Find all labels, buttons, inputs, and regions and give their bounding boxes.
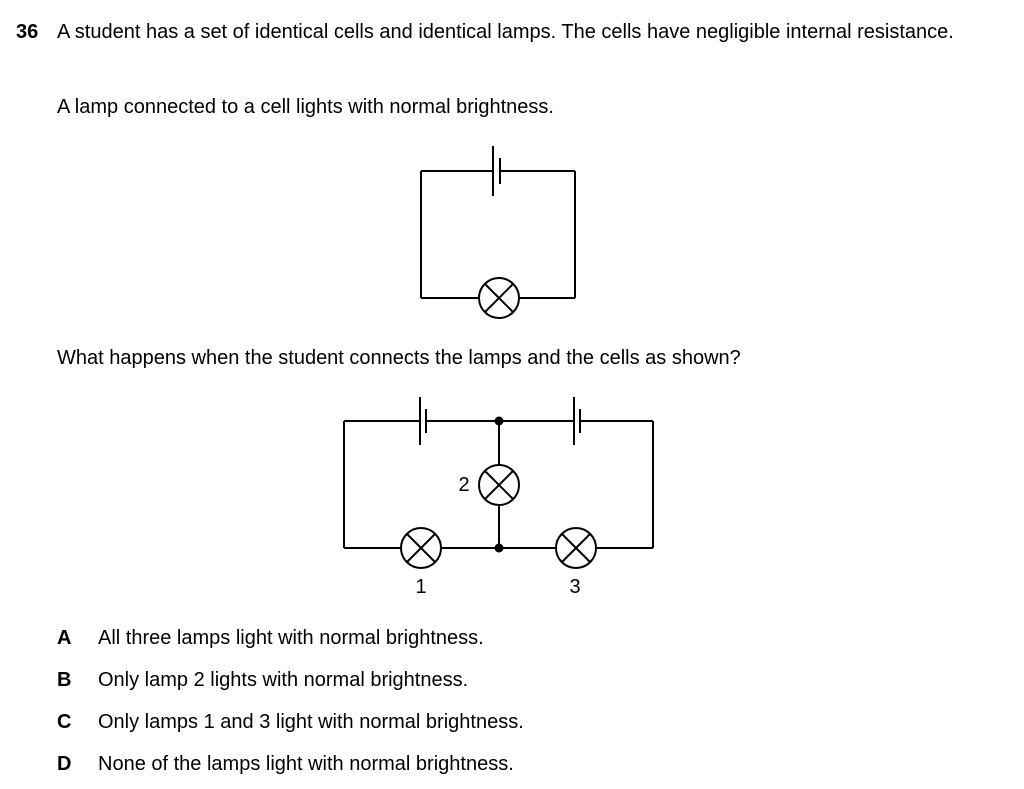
option-d-letter: D bbox=[57, 753, 72, 775]
question-number: 36 bbox=[16, 21, 39, 43]
option-c-letter: C bbox=[57, 711, 72, 733]
cell-right bbox=[574, 397, 580, 445]
lamp-label-1: 1 bbox=[415, 576, 427, 598]
option-a-text[interactable]: All three lamps light with normal brightness. bbox=[98, 627, 484, 649]
option-d-text[interactable]: None of the lamps light with normal brightness. bbox=[98, 753, 514, 775]
complex-circuit bbox=[344, 397, 653, 598]
cell-left bbox=[420, 397, 426, 445]
question-prompt: What happens when the student connects the lamps and the cells as shown? bbox=[57, 347, 741, 369]
option-a-letter: A bbox=[57, 627, 72, 649]
lamp-2-symbol bbox=[479, 465, 519, 505]
question-statement: A lamp connected to a cell lights with normal brightness. bbox=[57, 96, 554, 118]
question-stem: A student has a set of identical cells and identical lamps. The cells have negligible internal resistance. bbox=[57, 21, 954, 43]
junction-dot bbox=[495, 544, 504, 553]
option-b-letter: B bbox=[57, 669, 72, 691]
lamp-1-symbol bbox=[401, 528, 441, 568]
lamp-label-2: 2 bbox=[458, 474, 470, 496]
option-c-text[interactable]: Only lamps 1 and 3 light with normal brightness. bbox=[98, 711, 524, 733]
lamp-label-3: 3 bbox=[569, 576, 581, 598]
option-b-text[interactable]: Only lamp 2 lights with normal brightness. bbox=[98, 669, 469, 691]
junction-dot bbox=[495, 417, 504, 426]
lamp-3-symbol bbox=[556, 528, 596, 568]
